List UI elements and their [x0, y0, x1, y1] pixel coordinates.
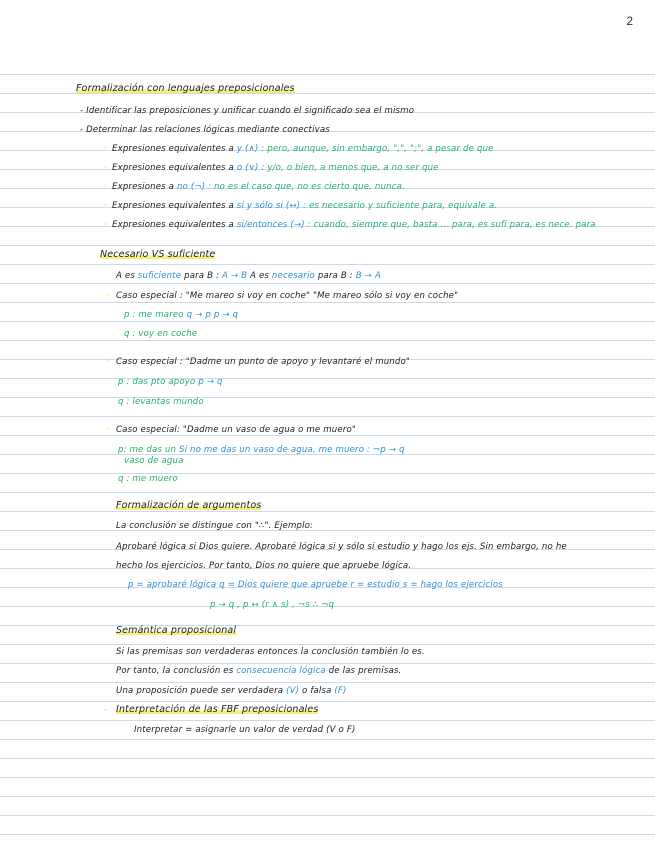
text-segment: p → q — [210, 310, 239, 320]
section-title-necesario — [100, 249, 215, 261]
text-segment: vaso de agua — [124, 456, 184, 466]
text-segment: Caso especial : "Dadme un punto de apoyo y levantaré el mundo" — [116, 357, 411, 367]
text-segment: p : das pto apoyo — [118, 377, 196, 387]
text-segment: para B : — [181, 271, 222, 281]
caso-1-q — [124, 328, 197, 340]
text-segment: hecho los ejercicios. Por tanto, Dios no quiere que apruebe lógica. — [116, 561, 412, 571]
text-segment: o (∨) — [236, 163, 259, 173]
text-segment: Interpretación de las FBF preposicionales — [116, 704, 319, 715]
bullet-dot-icon: ◦ — [103, 182, 109, 192]
text-segment: Expresiones equivalentes a — [112, 163, 237, 173]
expr-and — [112, 143, 494, 155]
page-header-area — [0, 0, 655, 56]
text-segment: : y/o, o bien, a menos que, a no ser que — [258, 163, 439, 173]
text-segment: si y sólo si (↔) — [236, 201, 301, 211]
text-segment: Expresiones a — [112, 182, 177, 192]
expr-not — [112, 181, 405, 193]
text-segment: Interpretar = asignarle un valor de verdad (V o F) — [134, 725, 356, 735]
text-segment: Semántica proposicional — [116, 625, 237, 636]
text-segment: q : voy en coche — [124, 329, 198, 339]
text-segment: : cuando, siempre que, basta ... para, es sufi para, es nece. para — [304, 220, 596, 230]
text-segment: Si no me das un vaso de agua, me muero : ¬p → q — [176, 445, 405, 455]
section-title-argumentos — [116, 500, 261, 512]
text-segment: p: me das un — [118, 445, 177, 455]
bullet-dash-icon: - — [104, 705, 108, 715]
text-segment: Expresiones equivalentes a — [112, 144, 237, 154]
text-segment: : no es el caso que, no es cierto que, nunca. — [205, 182, 405, 192]
text-segment: consecuencia lógica — [236, 666, 326, 676]
text-segment: o falsa — [299, 686, 335, 696]
page-number: 2 — [626, 14, 633, 28]
text-segment: B → A — [355, 271, 381, 281]
argumento-texto-1 — [116, 541, 567, 553]
text-segment: (V) — [286, 686, 300, 696]
text-segment: Necesario VS suficiente — [100, 249, 216, 260]
text-segment: Por tanto, la conclusión es — [116, 666, 237, 676]
bullet-identificar — [80, 105, 414, 117]
text-segment: y (∧) — [236, 144, 259, 154]
text-segment: Si las premisas son verdaderas entonces la conclusión también lo es. — [116, 647, 425, 657]
necesario-suficiente-def — [116, 270, 381, 282]
bullet-dot-icon: ◦ — [103, 201, 109, 211]
bullet-dot-icon: ◦ — [106, 357, 112, 367]
text-segment: A es — [116, 271, 138, 281]
text-segment: suficiente — [137, 271, 182, 281]
text-segment: p → q , p ↔ (r ∧ s) , ¬s ∴ ¬q — [210, 600, 335, 610]
text-segment: p → q — [195, 377, 223, 387]
argumento-variables — [128, 579, 503, 591]
section-title-semantica — [116, 625, 236, 637]
text-segment: no (¬) — [176, 182, 206, 192]
caso-especial-3 — [116, 424, 356, 436]
text-segment: Aprobaré lógica si Dios quiere. Aprobaré lógica si y sólo si estudio y hago los ejs. Sin embargo, no he — [116, 542, 567, 552]
caso-especial-2 — [116, 356, 410, 368]
text-segment: Formalización de argumentos — [116, 500, 262, 511]
text-segment: q : levantas mundo — [118, 397, 204, 407]
semantica-linea-2 — [116, 665, 401, 677]
bullet-dot-icon: ◦ — [103, 220, 109, 230]
text-segment: necesario — [271, 271, 315, 281]
text-segment: : es necesario y suficiente para, equivale a. — [300, 201, 498, 211]
text-segment: A es — [247, 271, 272, 281]
expr-implies — [112, 219, 596, 231]
text-segment: A → B — [221, 271, 248, 281]
semantica-linea-3 — [116, 685, 347, 697]
text-segment: q : me muero — [118, 474, 178, 484]
bullet-dot-icon: ◦ — [103, 163, 109, 173]
text-segment: Expresiones equivalentes a — [112, 201, 237, 211]
caso-2-formula — [118, 376, 223, 388]
text-segment: Expresiones equivalentes a — [112, 220, 237, 230]
caso-2-q — [118, 396, 204, 408]
text-segment: La conclusión se distingue con "∴". Ejemplo: — [116, 521, 314, 531]
text-segment: q → p — [183, 310, 211, 320]
section-title-interpretacion — [116, 704, 318, 716]
argumento-texto-2 — [116, 560, 411, 572]
text-segment: Caso especial: "Dadme un vaso de agua o me muero" — [116, 425, 356, 435]
bullet-determinar — [80, 124, 330, 136]
caso-3-p-cont — [124, 455, 184, 467]
text-segment: p = aprobaré lógica q = Dios quiere que apruebe r = estudio s = hago los ejercicios — [128, 580, 503, 590]
argumentos-intro — [116, 520, 313, 532]
text-segment: (F) — [334, 686, 347, 696]
text-segment: - Determinar las relaciones lógicas mediante conectivas — [80, 125, 330, 135]
expr-or — [112, 162, 439, 174]
text-segment: Formalización con lenguajes preposicionales — [76, 83, 295, 94]
text-segment: : pero, aunque, sin embargo, ",", ";", a pesar de que — [258, 144, 494, 154]
text-segment: si/entonces (→) — [236, 220, 305, 230]
bullet-dot-icon: ◦ — [103, 144, 109, 154]
text-segment: p : me mareo — [124, 310, 184, 320]
text-segment: Una proposición puede ser verdadera — [116, 686, 287, 696]
caso-3-q — [118, 473, 178, 485]
semantica-linea-1 — [116, 646, 425, 658]
bullet-dot-icon: ◦ — [106, 291, 112, 301]
text-segment: para B : — [314, 271, 356, 281]
caso-especial-1 — [116, 290, 458, 302]
bullet-dot-icon: ◦ — [106, 425, 112, 435]
argumento-formula — [210, 599, 334, 611]
text-segment: de las premisas. — [325, 666, 402, 676]
interpretar-def — [134, 724, 355, 736]
expr-iff — [112, 200, 497, 212]
text-segment: Caso especial : "Me mareo si voy en coche" "Me mareo sólo si voy en coche" — [116, 291, 459, 301]
section-title-formalizacion — [76, 83, 295, 95]
caso-1-formula — [124, 309, 238, 321]
text-segment: - Identificar las preposiciones y unificar cuando el significado sea el mismo — [80, 106, 415, 116]
